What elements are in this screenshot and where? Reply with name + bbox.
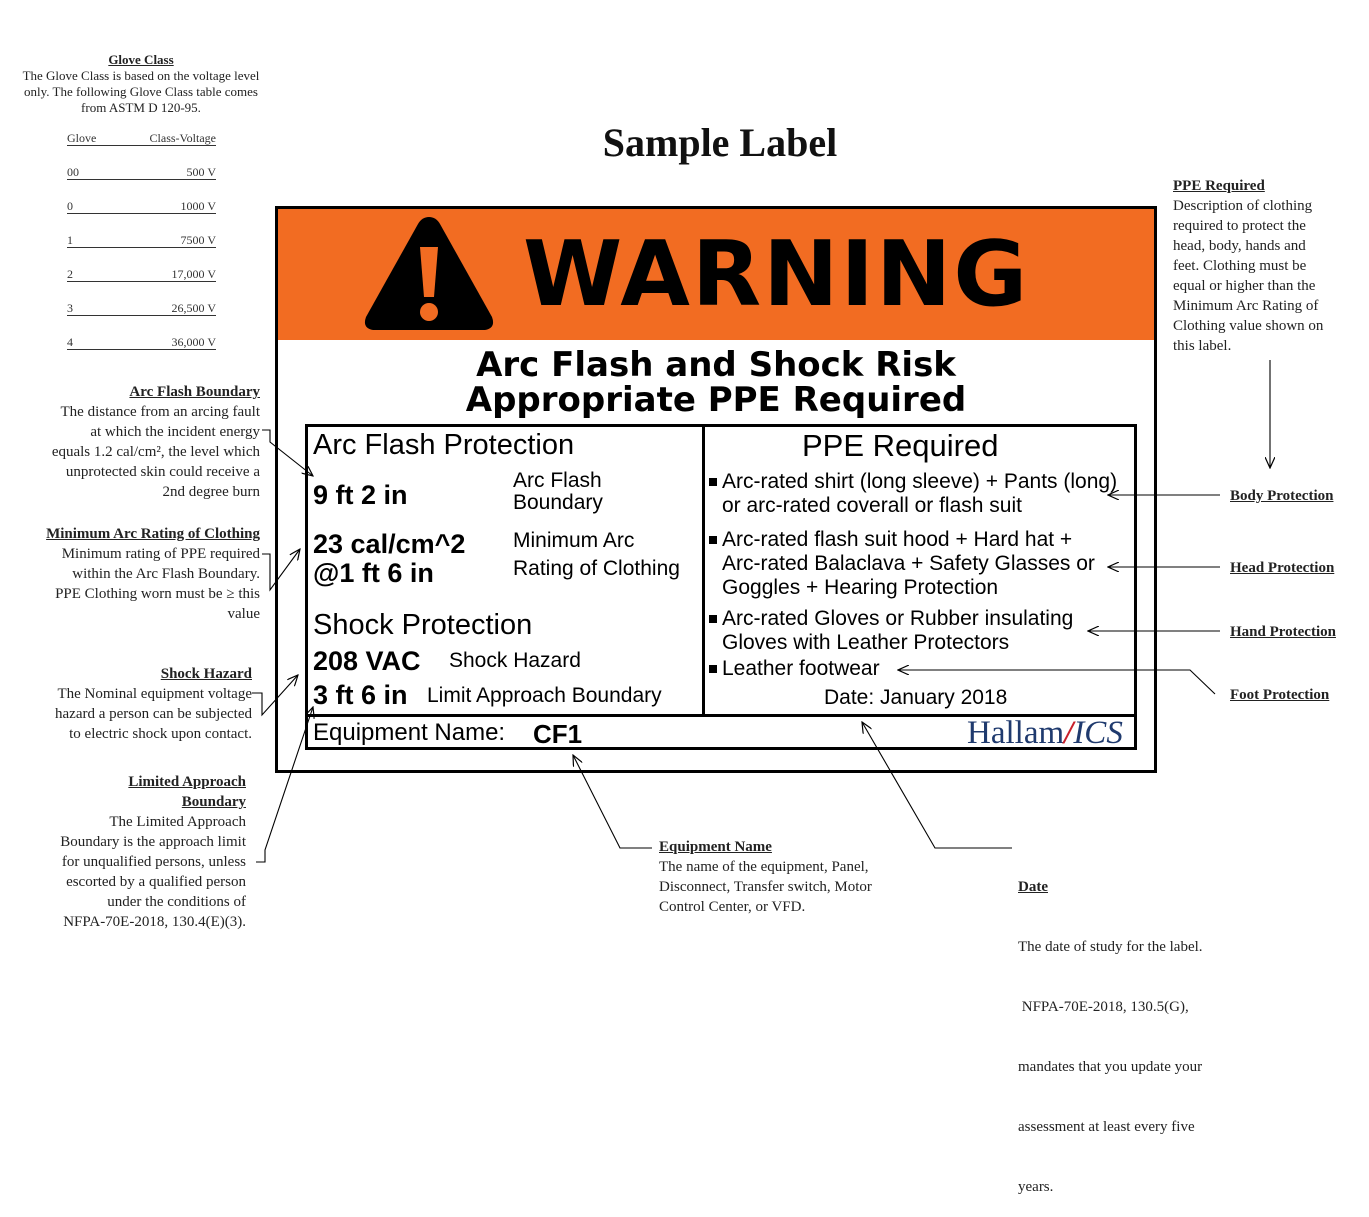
limited-approach-value: 3 ft 6 in — [313, 680, 408, 710]
note-line: 2nd degree burn — [162, 484, 260, 500]
headline-2: Appropriate PPE Required — [465, 380, 967, 420]
arc-rating-label-1: Minimum Arc — [513, 529, 635, 552]
voltage-cell: 7500 V — [180, 233, 216, 247]
glove-class-title: Glove Class — [108, 52, 174, 67]
note-line: years. — [1018, 1179, 1054, 1195]
note-line: NFPA-70E-2018, 130.4(E)(3). — [63, 914, 246, 930]
glove-table-row — [67, 301, 216, 316]
note-line: value — [227, 606, 260, 622]
shock-hazard-title: Shock Hazard — [160, 666, 252, 682]
voltage-cell: 26,500 V — [171, 301, 216, 315]
note-line: Minimum Arc Rating of — [1173, 298, 1319, 314]
glove-cell: 1 — [67, 233, 73, 247]
voltage-cell: 1000 V — [180, 199, 216, 213]
note-line: equals 1.2 cal/cm², the level which — [51, 444, 260, 460]
bullet-icon — [709, 478, 717, 486]
glove-table-row — [67, 199, 216, 214]
bullet-icon — [709, 665, 717, 673]
ppe-line: Arc-rated Gloves or Rubber insulating — [722, 607, 1074, 630]
body-protection-note: Body Protection — [1230, 488, 1334, 504]
glove-table-row — [67, 165, 216, 180]
limited-approach-note — [6, 772, 246, 932]
hand-protection-note: Hand Protection — [1230, 624, 1336, 640]
note-line: PPE Clothing worn must be ≥ this — [55, 586, 260, 602]
arc-rating-value-1: 23 cal/cm^2 — [313, 529, 466, 559]
note-line: Control Center, or VFD. — [659, 899, 806, 915]
note-line: The name of the equipment, Panel, — [659, 859, 869, 875]
note-line: mandates that you update your — [1018, 1059, 1203, 1075]
ppe-line: Arc-rated flash suit hood + Hard hat + — [722, 528, 1073, 551]
glove-class-block — [8, 52, 274, 116]
voltage-cell: 36,000 V — [171, 335, 216, 349]
note-line: head, body, hands and — [1173, 238, 1306, 254]
note-line: Description of clothing — [1173, 198, 1313, 214]
equipment-name-title: Equipment Name — [659, 839, 772, 855]
arc-flash-boundary-label-1: Arc Flash — [513, 469, 602, 492]
ppe-line: or arc-rated coverall or flash suit — [722, 494, 1022, 517]
min-arc-rating-note — [6, 524, 260, 624]
note-line: required to protect the — [1173, 218, 1306, 234]
note-line: Disconnect, Transfer switch, Motor — [659, 879, 872, 895]
warning-banner — [278, 209, 1154, 340]
shock-voltage-label: Shock Hazard — [449, 649, 581, 672]
voltage-cell: 17,000 V — [171, 267, 216, 281]
glove-table-row — [67, 233, 216, 248]
glove-table-row — [67, 335, 216, 350]
ppe-item-body — [722, 470, 1117, 518]
headline-1: Arc Flash and Shock Risk — [476, 345, 956, 385]
glove-cell: 4 — [67, 335, 73, 349]
arc-flash-protection-heading: Arc Flash Protection — [313, 429, 575, 461]
equipment-name-label: Equipment Name: — [313, 719, 506, 746]
ppe-line: Arc-rated Balaclava + Safety Glasses or — [722, 552, 1095, 575]
note-line: this label. — [1173, 338, 1232, 354]
glove-cell: 0 — [67, 199, 73, 213]
ppe-item-hand — [722, 607, 1073, 655]
bullet-icon — [709, 615, 717, 623]
ppe-line: Gloves with Leather Protectors — [722, 631, 1010, 654]
label-info-box — [305, 424, 1137, 750]
glove-table-header — [67, 131, 216, 146]
glove-header: Glove — [67, 131, 97, 145]
ppe-line: Arc-rated shirt (long sleeve) + Pants (long) — [722, 470, 1118, 493]
note-line: escorted by a qualified person — [66, 874, 246, 890]
label-date: Date: January 2018 — [824, 686, 1008, 709]
note-line: at which the incident energy — [90, 424, 260, 440]
note-line: equal or higher than the — [1173, 278, 1316, 294]
head-protection-note: Head Protection — [1230, 560, 1335, 576]
note-line: NFPA-70E-2018, 130.5(G), — [1018, 999, 1189, 1015]
bullet-icon — [709, 536, 717, 544]
foot-protection-note: Foot Protection — [1230, 687, 1330, 703]
shock-protection-heading: Shock Protection — [313, 609, 533, 641]
column-divider — [702, 427, 705, 717]
hallam-ics-logo — [967, 715, 1123, 751]
ppe-item-head — [722, 528, 1095, 600]
note-line: Minimum rating of PPE required — [61, 546, 260, 562]
glove-table-row — [67, 267, 216, 282]
limited-approach-label: Limit Approach Boundary — [427, 684, 662, 707]
ppe-required-note — [1173, 176, 1363, 356]
date-title: Date — [1018, 879, 1048, 895]
note-line: The distance from an arcing fault — [60, 404, 260, 420]
glove-cell: 3 — [67, 301, 73, 315]
note-line: The Nominal equipment voltage — [57, 686, 252, 702]
ppe-line: Goggles + Hearing Protection — [722, 576, 999, 599]
glove-class-desc-3: from ASTM D 120-95. — [81, 100, 201, 115]
logo-slash-icon: / — [1064, 715, 1074, 751]
ppe-required-heading: PPE Required — [802, 428, 999, 463]
note-line: hazard a person can be subjected — [55, 706, 252, 722]
min-arc-rating-title: Minimum Arc Rating of Clothing — [46, 526, 260, 542]
equipment-name-note — [659, 837, 929, 917]
arc-rating-value-2: @1 ft 6 in — [313, 558, 434, 588]
limited-approach-title-1: Limited Approach — [128, 774, 246, 790]
arc-flash-boundary-value: 9 ft 2 in — [313, 480, 408, 510]
note-line: assessment at least every five — [1018, 1119, 1195, 1135]
page-title: Sample Label — [602, 120, 838, 165]
note-line: for unqualified persons, unless — [61, 854, 246, 870]
glove-cell: 2 — [67, 267, 73, 281]
arc-flash-boundary-note — [6, 382, 260, 502]
note-line: The Limited Approach — [109, 814, 246, 830]
warning-word: WARNING — [523, 222, 1030, 327]
ppe-required-title: PPE Required — [1173, 178, 1265, 194]
limited-approach-title-2: Boundary — [181, 794, 246, 810]
shock-voltage-value: 208 VAC — [313, 646, 421, 676]
arc-flash-boundary-label-2: Boundary — [513, 491, 603, 514]
voltage-cell: 500 V — [186, 165, 216, 179]
date-note — [1018, 837, 1258, 1217]
glove-class-desc-1: The Glove Class is based on the voltage level — [22, 68, 260, 83]
shock-hazard-note — [6, 664, 252, 744]
arc-flash-boundary-title: Arc Flash Boundary — [129, 384, 260, 400]
glove-class-desc-2: only. The following Glove Class table comes — [24, 84, 258, 99]
ppe-line: Leather footwear — [722, 657, 880, 680]
equipment-name-value: CF1 — [533, 719, 583, 749]
class-voltage-header: Class-Voltage — [149, 131, 216, 145]
logo-text-1: Hallam — [967, 715, 1065, 751]
note-line: Boundary is the approach limit — [60, 834, 246, 850]
note-line: under the conditions of — [107, 894, 246, 910]
note-line: feet. Clothing must be — [1173, 258, 1307, 274]
glove-cell: 00 — [67, 165, 79, 179]
note-line: within the Arc Flash Boundary. — [72, 566, 260, 582]
arc-rating-label-2: Rating of Clothing — [513, 557, 680, 580]
warning-triangle-icon — [360, 211, 498, 335]
logo-text-2: ICS — [1073, 715, 1123, 751]
note-line: The date of study for the label. — [1018, 939, 1203, 955]
note-line: to electric shock upon contact. — [69, 726, 252, 742]
note-line: unprotected skin could receive a — [65, 464, 260, 480]
note-line: Clothing value shown on — [1173, 318, 1324, 334]
ppe-item-foot — [722, 657, 880, 681]
sample-label — [275, 206, 1157, 773]
